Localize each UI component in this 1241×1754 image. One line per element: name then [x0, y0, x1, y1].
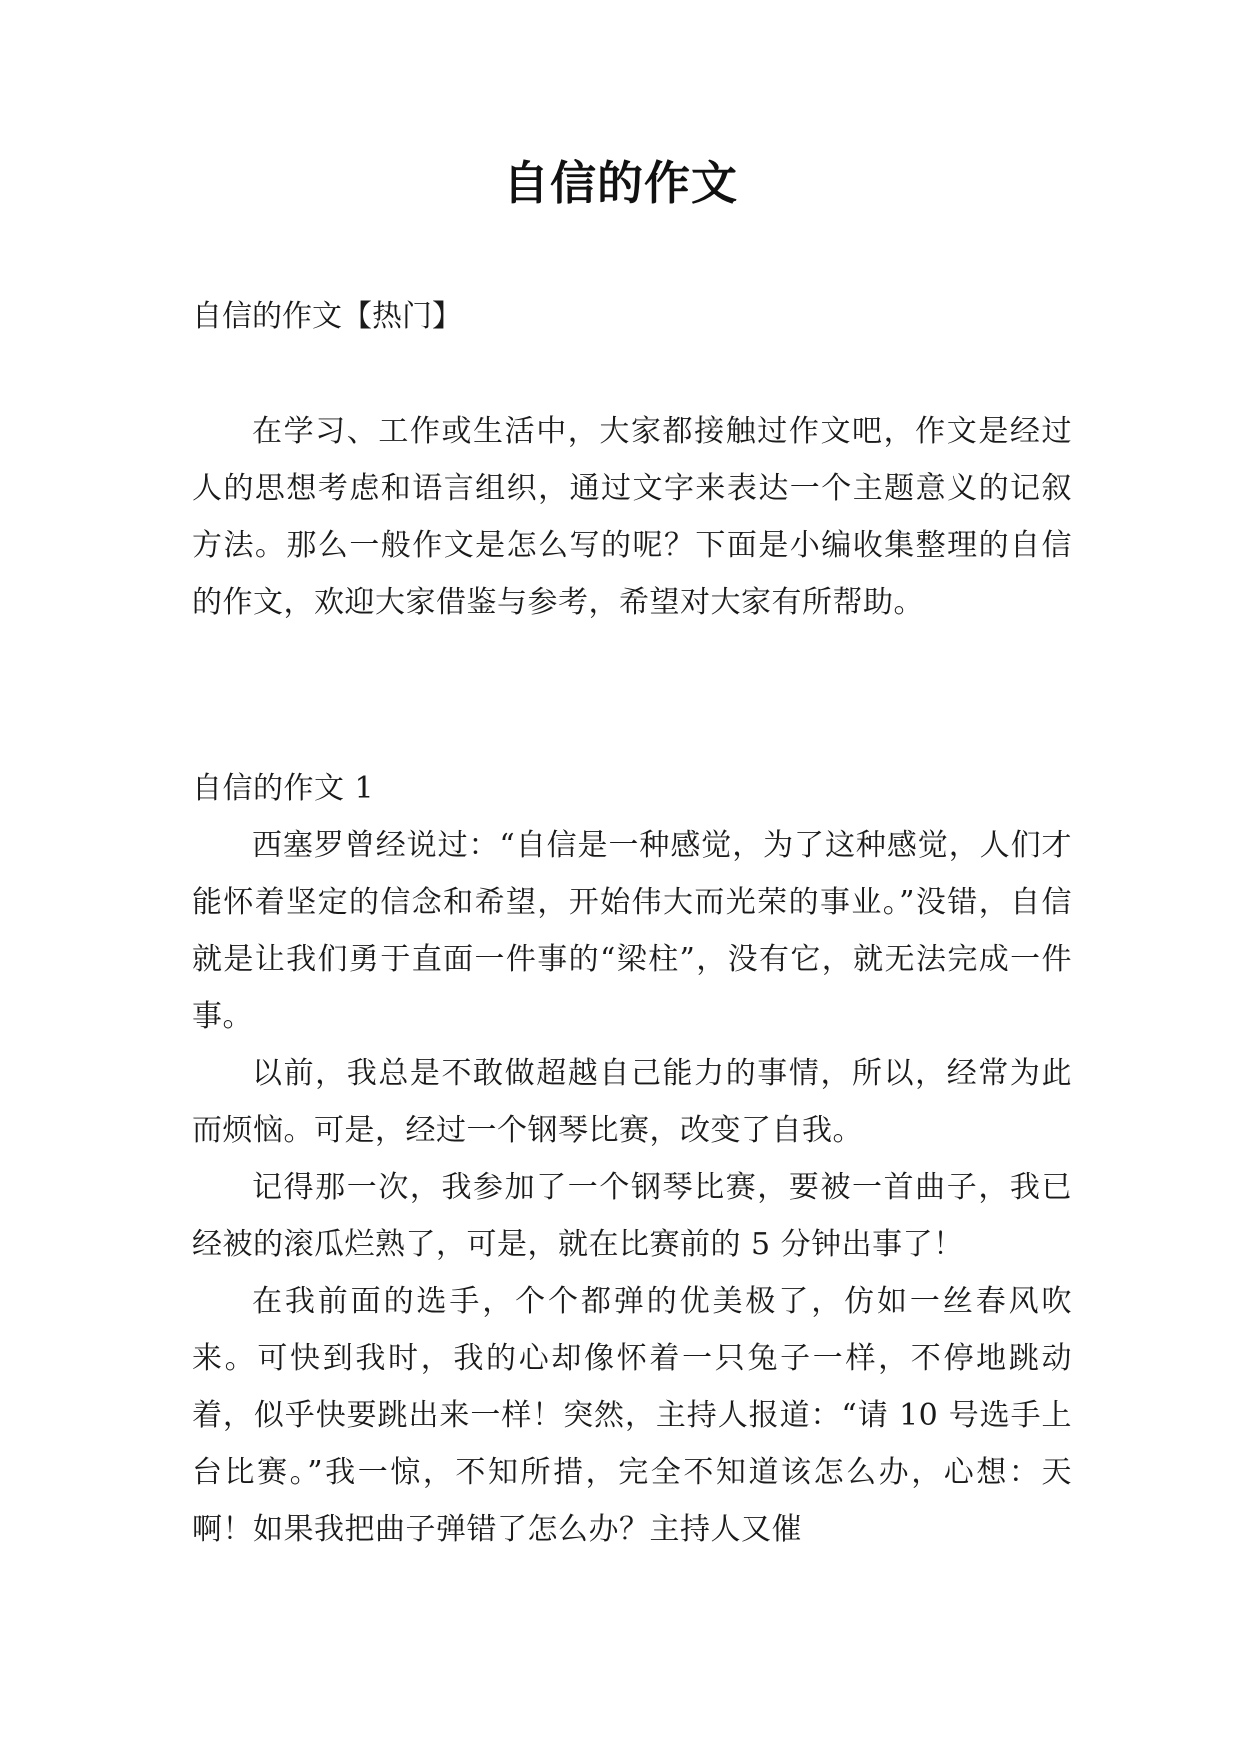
paragraph: 西塞罗曾经说过：“自信是一种感觉，为了这种感觉，人们才能怀着坚定的信念和希望，开始伟大而光荣的事业。”没错，自信就是让我们勇于直面一件事的“梁柱”，没有它，就无法完成一件事。: [192, 828, 1072, 1034]
document-subtitle: 自信的作文【热门】: [192, 299, 462, 334]
paragraph: 记得那一次，我参加了一个钢琴比赛，要被一首曲子，我已经被的滚瓜烂熟了，可是，就在比赛前的 5 分钟出事了！: [192, 1170, 1072, 1262]
paragraph: 在我前面的选手，个个都弹的优美极了，仿如一丝春风吹来。可快到我时，我的心却像怀着一只兔子一样，不停地跳动着，似乎快要跳出来一样！突然，主持人报道：“请 10 号选手上台比赛。”我一惊，不知所措，完全不知道该怎么办，心想：天啊！如果我把曲子弹错了怎么办？主持人又催: [192, 1284, 1072, 1547]
paragraph: 以前，我总是不敢做超越自己能力的事情，所以，经常为此而烦恼。可是，经过一个钢琴比赛，改变了自我。: [192, 1056, 1072, 1148]
document-title: 自信的作文: [503, 156, 738, 210]
essay-section-1: [192, 760, 1072, 1558]
intro-section: [192, 403, 1072, 631]
section-heading: 自信的作文 1: [192, 771, 375, 806]
intro-paragraph: 在学习、工作或生活中，大家都接触过作文吧，作文是经过人的思想考虑和语言组织，通过文字来表达一个主题意义的记叙方法。那么一般作文是怎么写的呢？下面是小编收集整理的自信的作文，欢迎大家借鉴与参考，希望对大家有所帮助。: [192, 414, 1072, 620]
